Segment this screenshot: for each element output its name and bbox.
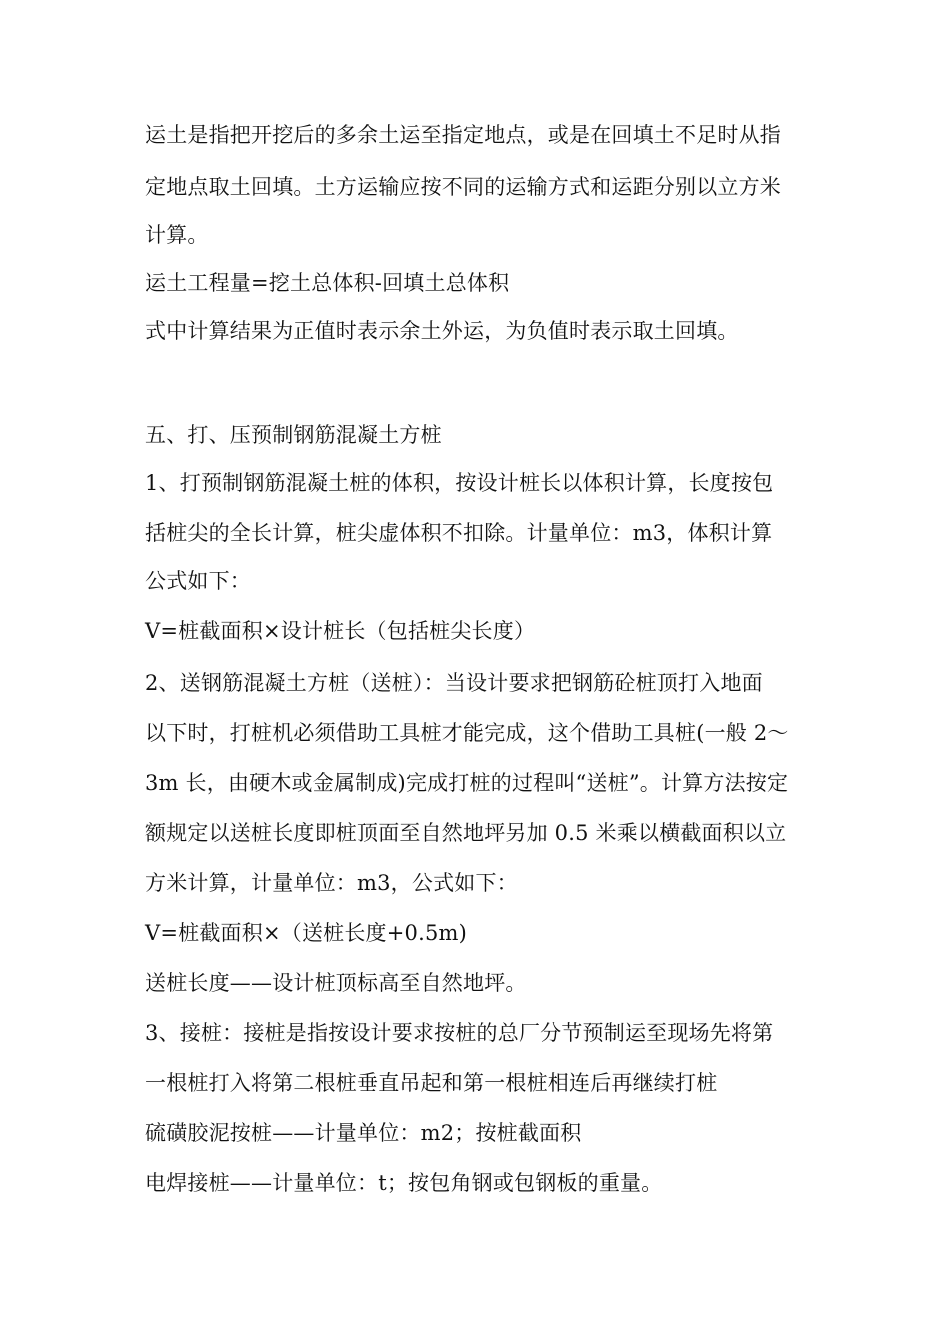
- paragraph-line: 2、送钢筋混凝土方桩（送桩）：当设计要求把钢筋砼桩顶打入地面: [145, 671, 763, 695]
- paragraph-line: 硫磺胶泥按桩——计量单位：m2；按桩截面积: [145, 1121, 582, 1145]
- paragraph-line: 送桩长度——设计桩顶标高至自然地坪。: [145, 971, 527, 995]
- formula-line: V=桩截面积×设计桩长（包括桩尖长度）: [145, 619, 536, 643]
- paragraph-line: 括桩尖的全长计算，桩尖虚体积不扣除。计量单位：m3，体积计算: [145, 521, 773, 545]
- paragraph-line: 电焊接桩——计量单位：t；按包角钢或包钢板的重量。: [145, 1171, 663, 1195]
- paragraph-line: 计算。: [145, 223, 209, 247]
- paragraph-line: 式中计算结果为正值时表示余土外运，为负值时表示取土回填。: [145, 319, 739, 343]
- paragraph-line: 额规定以送桩长度即桩顶面至自然地坪另加 0.5 米乘以横截面积以立: [145, 821, 787, 845]
- paragraph-line: 方米计算，计量单位：m3，公式如下：: [145, 871, 518, 895]
- paragraph-line: 定地点取土回填。土方运输应按不同的运输方式和运距分别以立方米: [145, 175, 781, 199]
- paragraph-line: 公式如下：: [145, 569, 251, 593]
- paragraph-line: 以下时，打桩机必须借助工具桩才能完成，这个借助工具桩(一般 2～: [145, 721, 789, 745]
- section-heading: 五、打、压预制钢筋混凝土方桩: [145, 423, 442, 447]
- paragraph-line: 3、接桩：接桩是指按设计要求按桩的总厂分节预制运至现场先将第: [145, 1021, 774, 1045]
- paragraph-line: 1、打预制钢筋混凝土桩的体积，按设计桩长以体积计算，长度按包: [145, 471, 774, 495]
- formula-line: V=桩截面积×（送桩长度+0.5m): [145, 921, 468, 945]
- formula-line: 运土工程量=挖土总体积-回填土总体积: [145, 271, 510, 295]
- paragraph-line: 一根桩打入将第二根桩垂直吊起和第一根桩相连后再继续打桩: [145, 1071, 718, 1095]
- paragraph-line: 3m 长，由硬木或金属制成)完成打桩的过程叫“送桩”。计算方法按定: [145, 771, 789, 795]
- paragraph-line: 运土是指把开挖后的多余土运至指定地点，或是在回填土不足时从指: [145, 123, 781, 147]
